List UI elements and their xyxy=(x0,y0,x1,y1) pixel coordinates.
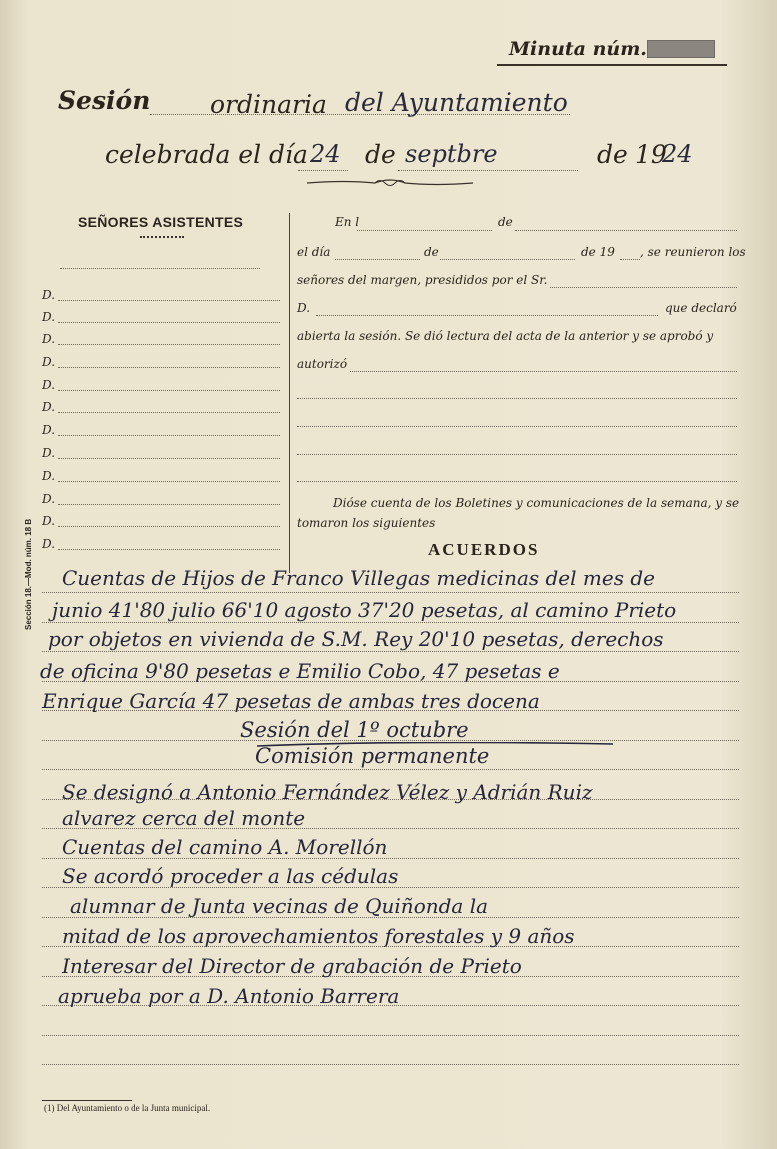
asistente-line xyxy=(58,435,280,436)
form-line-2a xyxy=(335,259,420,260)
day-line xyxy=(298,170,348,171)
asistente-d-label: D. xyxy=(42,492,56,506)
form-line-2b xyxy=(440,259,575,260)
ruled-line xyxy=(42,1064,739,1065)
asistente-d-label: D. xyxy=(42,332,56,346)
asistente-d-label: D. xyxy=(42,469,56,483)
form-line-4 xyxy=(316,315,658,316)
form-diose: Dióse cuenta de los Boletines y comunicaciones de la semana, y se xyxy=(333,496,740,510)
session-word: Sesión xyxy=(58,86,151,115)
form-autorizo: autorizó xyxy=(297,357,348,371)
asistente-line xyxy=(58,344,280,345)
hand-heading: Sesión del 1º octubre xyxy=(240,718,469,742)
minuta-label: Minuta núm. xyxy=(509,38,647,60)
column-divider xyxy=(289,213,290,573)
form-line-6 xyxy=(350,371,737,372)
asistente-line xyxy=(58,526,280,527)
form-d-label: D. xyxy=(297,301,311,315)
asistente-line xyxy=(58,322,280,323)
de-label-1: de xyxy=(365,140,396,169)
footnote: (1) Del Ayuntamiento o de la Junta municipal. xyxy=(44,1103,211,1113)
hand-line: Enrique García 47 pesetas de ambas tres docena xyxy=(42,689,540,713)
acuerdos-title: ACUERDOS xyxy=(428,540,540,559)
hand-line: alvarez cerca del monte xyxy=(62,806,306,830)
asistente-d-label: D. xyxy=(42,446,56,460)
form-line-1a xyxy=(357,230,492,231)
hand-line: Se acordó proceder a las cédulas xyxy=(62,864,399,888)
minuta-number-redacted xyxy=(647,40,715,58)
form-line-2c xyxy=(620,259,640,260)
asistente-d-label: D. xyxy=(42,310,56,324)
hand-line: Cuentas del camino A. Morellón xyxy=(62,835,388,859)
form-line-3 xyxy=(550,287,737,288)
form-de-label-1: de xyxy=(498,215,513,229)
form-year-label: de 19 xyxy=(581,245,615,259)
asistente-d-label: D. xyxy=(42,355,56,369)
session-of: del Ayuntamiento xyxy=(345,88,568,117)
form-reunieron: , se reunieron los xyxy=(640,245,746,259)
form-declaro: que declaró xyxy=(665,301,737,315)
asistente-line xyxy=(58,504,280,505)
form-model-note: Sección 18.—Mod. núm. 18 B xyxy=(24,518,33,630)
year-prefix: 19 xyxy=(635,140,667,169)
hand-line: de oficina 9'80 pesetas e Emilio Cobo, 47 pesetas e xyxy=(40,659,560,683)
ruled-line xyxy=(42,592,739,593)
session-month: septbre xyxy=(405,140,498,168)
ornament-divider xyxy=(305,176,475,190)
hand-line: Cuentas de Hijos de Franco Villegas medicinas del mes de xyxy=(62,566,655,590)
asistente-line xyxy=(58,549,280,550)
asistente-line xyxy=(58,481,280,482)
asistentes-ornament xyxy=(140,236,184,242)
hand-line: junio 41'80 julio 66'10 agosto 37'20 pesetas, al camino Prieto xyxy=(52,598,677,622)
ruled-line xyxy=(42,651,739,652)
minuta-number-field xyxy=(497,32,727,66)
form-blank-3 xyxy=(297,454,737,455)
session-day: 24 xyxy=(310,140,341,168)
de-label-2: de xyxy=(597,140,628,169)
asistente-line xyxy=(58,367,280,368)
form-blank-4 xyxy=(297,481,737,482)
session-type: ordinaria xyxy=(210,90,327,119)
ruled-line xyxy=(42,622,739,623)
asistente-line xyxy=(58,412,280,413)
asistente-line xyxy=(58,390,280,391)
form-abierta: abierta la sesión. Se dió lectura del acta de la anterior y se aprobó y xyxy=(297,329,714,343)
hand-line: aprueba por a D. Antonio Barrera xyxy=(58,984,400,1008)
ruled-line xyxy=(42,769,739,770)
form-de-label-2: de xyxy=(424,245,439,259)
form-line-1b xyxy=(515,230,737,231)
asistente-d-label: D. xyxy=(42,288,56,302)
asistente-d-label: D. xyxy=(42,400,56,414)
form-blank-2 xyxy=(297,426,737,427)
form-blank-1 xyxy=(297,398,737,399)
hand-line: por objetos en vivienda de S.M. Rey 20'10 pesetas, derechos xyxy=(48,627,664,651)
asistente-d-label: D. xyxy=(42,537,56,551)
footnote-rule xyxy=(42,1100,132,1101)
month-line xyxy=(398,170,578,171)
asistente-d-label: D. xyxy=(42,514,56,528)
hand-line: Interesar del Director de grabación de Prieto xyxy=(62,954,522,978)
asistente-line xyxy=(58,458,280,459)
year-suffix: 24 xyxy=(662,140,693,168)
hand-line: alumnar de Junta vecinas de Quiñonda la xyxy=(70,894,489,918)
hand-line: Se designó a Antonio Fernández Vélez y Adrián Ruiz xyxy=(62,780,593,804)
hand-underline xyxy=(255,742,615,748)
hand-heading: Comisión permanente xyxy=(255,744,490,768)
form-tomaron: tomaron los siguientes xyxy=(297,516,436,530)
asistente-line xyxy=(58,300,280,301)
asistentes-line xyxy=(60,268,260,269)
asistente-d-label: D. xyxy=(42,378,56,392)
asistente-d-label: D. xyxy=(42,423,56,437)
form-en-label: En l xyxy=(335,215,360,229)
form-senores: señores del margen, presididos por el Sr. xyxy=(297,273,548,287)
asistentes-title: SEÑORES ASISTENTES xyxy=(78,214,244,230)
celebrada-label: celebrada el día xyxy=(105,140,308,169)
ruled-line xyxy=(42,1035,739,1036)
hand-line: mitad de los aprovechamientos forestales y 9 años xyxy=(62,924,575,948)
form-dia-label: el día xyxy=(297,245,331,259)
